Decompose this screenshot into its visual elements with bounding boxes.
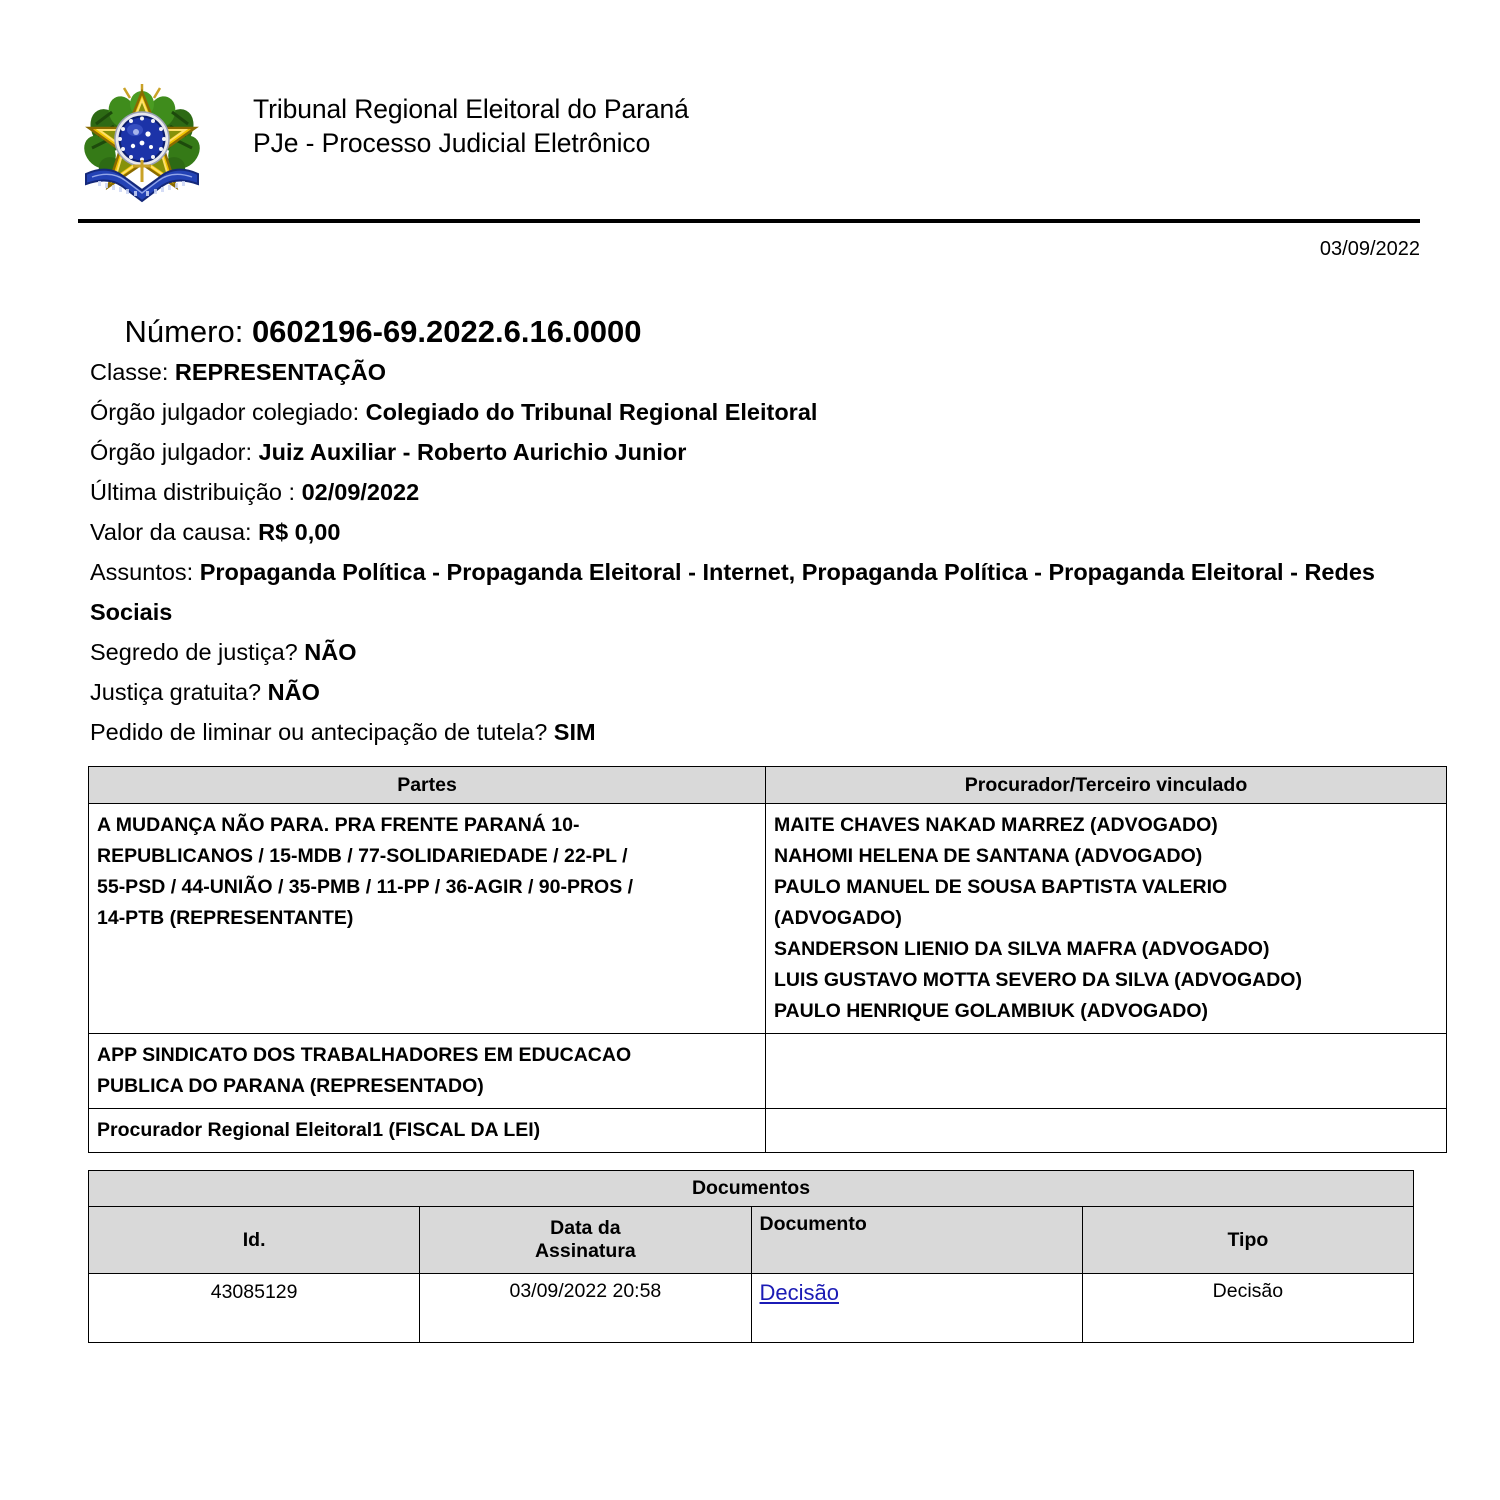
parte-line: Procurador Regional Eleitoral1 (FISCAL DA LEI) — [97, 1119, 541, 1141]
table-row — [89, 1034, 1447, 1109]
meta-row-segredo-de-justica — [90, 632, 1410, 672]
court-name: Tribunal Regional Eleitoral do Paraná — [253, 94, 689, 124]
procurador-line: MAITE CHAVES NAKAD MARREZ (ADVOGADO) — [774, 814, 1218, 836]
documents-header-row — [89, 1207, 1414, 1274]
meta-label: Segredo de justiça? — [90, 639, 305, 665]
system-name: PJe - Processo Judicial Eletrônico — [253, 128, 651, 159]
documents-band-title: Documentos — [89, 1171, 1414, 1207]
meta-label: Órgão julgador: — [90, 439, 259, 465]
document-date: 03/09/2022 — [1319, 238, 1420, 260]
meta-row-assuntos — [90, 552, 1410, 632]
parte-cell — [89, 1109, 766, 1153]
column-header-partes: Partes — [89, 767, 766, 804]
meta-row-ultima-distribuicao — [90, 472, 1410, 512]
column-header-tipo: Tipo — [1082, 1207, 1413, 1274]
parte-line: 55-PSD / 44-UNIÃO / 35-PMB / 11-PP / 36-AGIR / 90-PROS / — [97, 876, 634, 898]
table-header-row — [89, 767, 1447, 804]
column-header-line1: Data da — [550, 1217, 621, 1239]
parte-cell — [89, 1034, 766, 1109]
meta-row-orgao-julgador-colegiado — [90, 392, 1410, 432]
documents-table — [88, 1170, 1414, 1343]
meta-label: Valor da causa: — [90, 519, 259, 545]
table-row — [89, 1274, 1414, 1343]
meta-value: Juiz Auxiliar - Roberto Aurichio Junior — [258, 439, 687, 465]
header-divider — [78, 219, 1420, 223]
meta-value: R$ 0,00 — [258, 519, 341, 545]
procurador-line: NAHOMI HELENA DE SANTANA (ADVOGADO) — [774, 845, 1203, 867]
meta-value: REPRESENTAÇÃO — [174, 359, 386, 385]
document-type: Decisão — [1082, 1274, 1413, 1343]
document-signature-date: 03/09/2022 20:58 — [420, 1274, 751, 1343]
meta-label: Classe: — [90, 359, 175, 385]
parte-cell — [89, 804, 766, 1034]
meta-row-orgao-julgador — [90, 432, 1410, 472]
meta-value: NÃO — [267, 679, 320, 705]
parte-line: PUBLICA DO PARANA (REPRESENTADO) — [97, 1075, 484, 1097]
meta-label: Pedido de liminar ou antecipação de tutela? — [90, 719, 554, 745]
meta-label: Assuntos: — [90, 559, 200, 585]
meta-row-classe — [90, 352, 1410, 392]
column-header-id: Id. — [89, 1207, 420, 1274]
meta-value: NÃO — [304, 639, 357, 665]
case-number-value: 0602196-69.2022.6.16.0000 — [251, 314, 642, 349]
table-row — [89, 1109, 1447, 1153]
procurador-cell — [766, 1034, 1447, 1109]
column-header-procurador: Procurador/Terceiro vinculado — [766, 767, 1447, 804]
parte-line: APP SINDICATO DOS TRABALHADORES EM EDUCACAO — [97, 1044, 632, 1066]
column-header-data-assinatura — [420, 1207, 751, 1274]
procurador-line: LUIS GUSTAVO MOTTA SEVERO DA SILVA (ADVOGADO) — [774, 969, 1302, 991]
table-row — [89, 804, 1447, 1034]
procurador-cell — [766, 1109, 1447, 1153]
header-title-block — [253, 78, 689, 161]
meta-value: Colegiado do Tribunal Regional Eleitoral — [365, 399, 818, 425]
meta-value: 02/09/2022 — [301, 479, 420, 505]
procurador-line: (ADVOGADO) — [774, 907, 902, 929]
procurador-line: SANDERSON LIENIO DA SILVA MAFRA (ADVOGADO) — [774, 938, 1270, 960]
document-link-cell[interactable] — [751, 1274, 1082, 1343]
meta-label: Justiça gratuita? — [90, 679, 268, 705]
case-metadata — [90, 352, 1410, 752]
parte-line: REPUBLICANOS / 15-MDB / 77-SOLIDARIEDADE / 22-PL / — [97, 845, 628, 867]
parte-line: 14-PTB (REPRESENTANTE) — [97, 907, 354, 929]
document-header — [78, 78, 1422, 210]
meta-row-valor-da-causa — [90, 512, 1410, 552]
documents-band-row — [89, 1171, 1414, 1207]
meta-value: Propaganda Política - Propaganda Eleitoral - Internet, Propaganda Política - Propaganda Eleitoral - Redes Sociais — [90, 559, 1375, 625]
meta-label: Órgão julgador colegiado: — [90, 399, 366, 425]
parties-table — [88, 766, 1447, 1153]
procurador-cell — [766, 804, 1447, 1034]
document-id: 43085129 — [89, 1274, 420, 1343]
meta-value: SIM — [553, 719, 596, 745]
procurador-line: PAULO MANUEL DE SOUSA BAPTISTA VALERIO — [774, 876, 1228, 898]
parte-line: A MUDANÇA NÃO PARA. PRA FRENTE PARANÁ 10- — [97, 814, 580, 836]
case-number-label: Número: — [124, 314, 252, 349]
procurador-line: PAULO HENRIQUE GOLAMBIUK (ADVOGADO) — [774, 1000, 1209, 1022]
brazil-coat-of-arms-icon — [78, 78, 206, 210]
meta-label: Última distribuição : — [90, 479, 302, 505]
column-header-line2: Assinatura — [534, 1240, 636, 1262]
document-link[interactable]: Decisão — [759, 1280, 839, 1305]
column-header-documento: Documento — [751, 1207, 1082, 1274]
meta-row-pedido-de-liminar — [90, 712, 1410, 752]
meta-row-justica-gratuita — [90, 672, 1410, 712]
